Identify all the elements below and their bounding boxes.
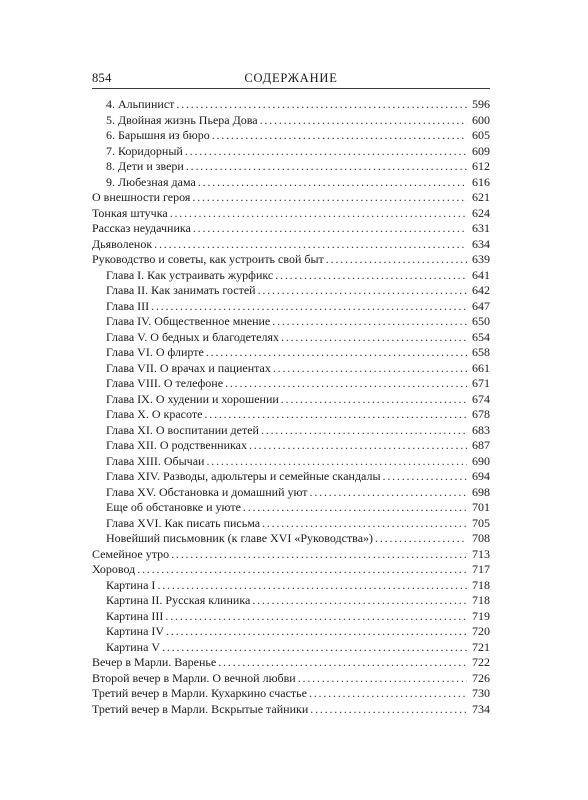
dot-leader xyxy=(383,469,467,485)
toc-entry xyxy=(92,314,490,330)
toc-entry xyxy=(92,128,490,144)
toc-entry-page: 650 xyxy=(472,314,490,328)
toc-entry xyxy=(92,206,490,222)
toc-entry xyxy=(92,655,490,671)
toc-entry-title: Вечер в Марли. Варенье xyxy=(92,655,217,669)
toc-entry xyxy=(92,454,490,470)
toc-entry-page: 624 xyxy=(472,205,490,220)
toc-entry-page: 719 xyxy=(472,608,490,623)
toc-entry-page: 634 xyxy=(472,236,490,251)
toc-entry-title: 6. Барышня из бюро xyxy=(106,128,210,142)
dot-leader xyxy=(310,485,467,501)
dot-leader xyxy=(249,438,467,454)
toc-entry-page: 721 xyxy=(472,639,490,654)
dot-leader xyxy=(309,686,467,702)
toc-entry-title: Глава IV. Общественное мнение xyxy=(106,314,271,328)
dot-leader xyxy=(262,516,467,532)
toc-entry xyxy=(92,624,490,640)
toc-entry-page: 726 xyxy=(472,670,490,685)
toc-entry-title: Руководство и советы, как устроить свой быт xyxy=(92,252,324,266)
toc-entry-title: Глава XII. О родственниках xyxy=(106,438,247,452)
dot-leader xyxy=(212,128,467,144)
dot-leader xyxy=(252,593,467,609)
dot-leader xyxy=(298,671,467,687)
dot-leader xyxy=(176,97,467,113)
toc-entry-title: Второй вечер в Марли. О вечной любви xyxy=(92,670,296,685)
toc-entry xyxy=(92,547,490,563)
toc-entry xyxy=(92,376,490,392)
dot-leader xyxy=(204,407,467,423)
toc-entry-title: О внешности героя xyxy=(92,190,191,204)
dot-leader xyxy=(137,562,467,578)
toc-entry-page: 678 xyxy=(472,407,490,421)
toc-entry xyxy=(92,609,490,625)
dot-leader xyxy=(186,159,467,175)
dot-leader xyxy=(206,345,467,361)
toc-entry-title: Глава I. Как устраивать журфикс xyxy=(106,267,274,282)
toc-entry-page: 674 xyxy=(472,391,490,406)
dot-leader xyxy=(165,609,467,625)
toc-entry-title: Глава VI. О флирте xyxy=(106,345,204,359)
toc-entry-title: Третий вечер в Марли. Кухаркино счастье xyxy=(92,686,307,700)
toc-entry xyxy=(92,516,490,532)
toc-entry-page: 605 xyxy=(472,128,490,142)
toc-entry xyxy=(92,407,490,423)
toc-entry xyxy=(92,237,490,253)
toc-entry-title: Картина III xyxy=(106,608,164,623)
toc-entry-page: 717 xyxy=(472,562,490,576)
dot-leader xyxy=(185,144,467,160)
dot-leader xyxy=(154,237,467,253)
toc-entry-page: 698 xyxy=(472,484,490,499)
toc-entry-page: 654 xyxy=(472,329,490,344)
dot-leader xyxy=(326,252,467,268)
toc-entry xyxy=(92,671,490,687)
toc-entry-title: 9. Любезная дама xyxy=(106,174,196,189)
toc-entry-page: 600 xyxy=(472,112,490,127)
toc-entry xyxy=(92,283,490,299)
toc-entry-page: 671 xyxy=(472,376,490,390)
dot-leader xyxy=(281,330,467,346)
toc-entry-title: Дьяволенок xyxy=(92,236,153,251)
toc-entry xyxy=(92,299,490,315)
dot-leader xyxy=(261,423,467,439)
dot-leader xyxy=(198,175,467,191)
toc-entry xyxy=(92,252,490,268)
toc-entry-title: Тонкая штучка xyxy=(92,205,168,220)
dot-leader xyxy=(258,283,467,299)
dot-leader xyxy=(170,206,467,222)
page-number: 854 xyxy=(92,71,112,85)
toc-entry-page: 658 xyxy=(472,345,490,359)
table-of-contents xyxy=(92,97,490,717)
toc-entry-page: 641 xyxy=(472,267,490,282)
toc-entry xyxy=(92,190,490,206)
toc-entry xyxy=(92,221,490,237)
dot-leader xyxy=(157,578,467,594)
toc-entry-title: Картина IV xyxy=(106,624,165,638)
toc-entry-title: Еще об обстановке и уюте xyxy=(106,500,241,514)
dot-leader xyxy=(273,361,467,377)
dot-leader xyxy=(281,392,467,408)
toc-entry xyxy=(92,330,490,346)
dot-leader xyxy=(162,640,467,656)
dot-leader xyxy=(206,454,467,470)
toc-entry-page: 661 xyxy=(472,360,490,375)
toc-entry-title: Глава VIII. О телефоне xyxy=(106,376,224,390)
toc-entry xyxy=(92,345,490,361)
dot-leader xyxy=(171,547,467,563)
toc-entry-page: 639 xyxy=(472,252,490,266)
toc-entry-title: Картина V xyxy=(106,639,161,654)
toc-entry-page: 722 xyxy=(472,655,490,669)
dot-leader xyxy=(310,702,467,718)
dot-leader xyxy=(243,500,467,516)
toc-entry-page: 705 xyxy=(472,515,490,530)
toc-entry xyxy=(92,268,490,284)
toc-entry-title: Глава XV. Обстановка и домашний уют xyxy=(106,484,308,499)
toc-entry xyxy=(92,578,490,594)
toc-entry-title: Хоровод xyxy=(92,562,136,576)
toc-entry-title: Глава X. О красоте xyxy=(106,407,203,421)
toc-entry xyxy=(92,485,490,501)
toc-entry-title: Третий вечер в Марли. Вскрытые тайники xyxy=(92,701,309,716)
running-title: СОДЕРЖАНИЕ xyxy=(244,71,338,85)
dot-leader xyxy=(375,531,467,547)
dot-leader xyxy=(218,655,467,671)
toc-entry-page: 596 xyxy=(472,97,490,111)
toc-entry-page: 713 xyxy=(472,546,490,561)
header-rule xyxy=(92,88,490,89)
toc-entry-page: 612 xyxy=(472,159,490,173)
dot-leader xyxy=(275,268,467,284)
page-header xyxy=(92,71,490,87)
toc-entry xyxy=(92,562,490,578)
toc-entry xyxy=(92,392,490,408)
toc-entry-title: Глава II. Как занимать гостей xyxy=(106,283,256,297)
toc-entry xyxy=(92,97,490,113)
toc-entry-title: Глава XI. О воспитании детей xyxy=(106,422,259,437)
toc-entry xyxy=(92,531,490,547)
toc-entry-page: 609 xyxy=(472,143,490,158)
toc-entry-title: Рассказ неудачника xyxy=(92,221,191,235)
toc-entry xyxy=(92,640,490,656)
toc-entry-page: 690 xyxy=(472,453,490,468)
dot-leader xyxy=(225,376,467,392)
toc-entry-title: Глава XVI. Как писать письма xyxy=(106,515,261,530)
toc-entry-page: 631 xyxy=(472,221,490,235)
toc-entry-title: Глава XIII. Обычаи xyxy=(106,453,205,468)
dot-leader xyxy=(166,624,467,640)
toc-entry xyxy=(92,702,490,718)
toc-entry xyxy=(92,159,490,175)
dot-leader xyxy=(272,314,467,330)
toc-entry-title: Новейший письмовник (к главе XVI «Руководства») xyxy=(106,531,374,545)
toc-entry-title: 8. Дети и звери xyxy=(106,159,184,173)
toc-entry-page: 616 xyxy=(472,174,490,189)
toc-entry-page: 687 xyxy=(472,438,490,452)
toc-entry-title: Семейное утро xyxy=(92,546,170,561)
toc-entry-page: 720 xyxy=(472,624,490,638)
toc-entry xyxy=(92,113,490,129)
toc-entry-page: 701 xyxy=(472,500,490,514)
dot-leader xyxy=(193,221,467,237)
toc-entry xyxy=(92,593,490,609)
toc-entry xyxy=(92,423,490,439)
toc-entry xyxy=(92,438,490,454)
dot-leader xyxy=(192,190,467,206)
toc-entry-title: Глава XIV. Разводы, адюльтеры и семейные скандалы xyxy=(106,469,381,483)
toc-entry-title: Глава III xyxy=(106,298,150,313)
toc-entry-page: 708 xyxy=(472,531,490,545)
toc-entry xyxy=(92,144,490,160)
dot-leader xyxy=(151,299,467,315)
toc-entry-title: Глава IX. О худении и хорошении xyxy=(106,391,279,406)
toc-entry-title: 7. Коридорный xyxy=(106,143,183,158)
toc-entry-page: 647 xyxy=(472,298,490,313)
toc-entry-page: 621 xyxy=(472,190,490,204)
toc-entry-page: 730 xyxy=(472,686,490,700)
toc-entry-title: Глава VII. О врачах и пациентах xyxy=(106,360,271,375)
toc-entry-title: Глава V. О бедных и благодетелях xyxy=(106,329,280,344)
toc-entry xyxy=(92,500,490,516)
toc-entry-page: 694 xyxy=(472,469,490,483)
toc-entry-title: Картина I xyxy=(106,577,156,592)
toc-entry xyxy=(92,469,490,485)
toc-entry xyxy=(92,686,490,702)
toc-entry xyxy=(92,175,490,191)
toc-entry-title: 5. Двойная жизнь Пьера Дова xyxy=(106,112,258,127)
toc-entry-title: 4. Альпинист xyxy=(106,97,175,111)
toc-entry-title: Картина II. Русская клиника xyxy=(106,593,251,607)
toc-entry xyxy=(92,361,490,377)
toc-entry-page: 718 xyxy=(472,593,490,607)
dot-leader xyxy=(260,113,467,129)
toc-entry-page: 683 xyxy=(472,422,490,437)
toc-entry-page: 734 xyxy=(472,701,490,716)
toc-entry-page: 642 xyxy=(472,283,490,297)
toc-entry-page: 718 xyxy=(472,577,490,592)
